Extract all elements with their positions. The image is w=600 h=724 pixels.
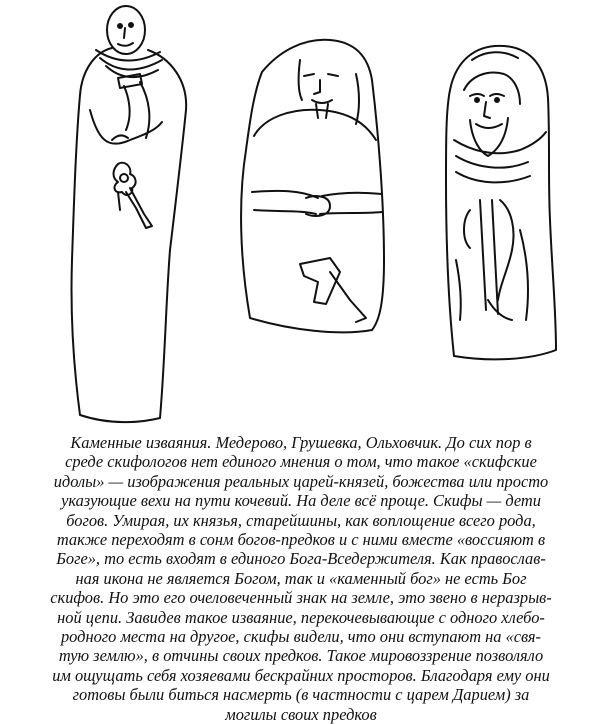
figure-caption [8,433,594,724]
caption-line: им ощущать себя хозяевами бескрайних просторов. Благодаря ему они [52,665,550,685]
statue-olkhovchik [446,46,556,360]
caption-line: указующие вехи на пути кочевий. На деле всё проще. Скифы — дети [61,491,541,511]
statue-mederovo [71,6,186,422]
caption-line: готовы были биться насмерть (в частности с царем Дарием) за [72,685,530,705]
caption-line: тую землю», в отчины своих предков. Такое мировоззрение позволяло [58,646,544,666]
caption-line: богов. Умирая, их князья, старейшины, как воплощение всего рода, [66,510,536,530]
caption-line: Каменные изваяния. Медерово, Грушевка, Ольховчик. До сих пор в [70,433,532,452]
statue-grushevka [241,40,384,333]
caption-line: могилы своих предков [225,704,377,724]
caption-line: ная икона не является Богом, так и «каменный бог» не есть Бог [75,568,527,588]
caption-line: среде скифологов нет единого мнения о том, что такое «скифские [65,452,537,472]
caption-line: скифов. Но это его очеловеченный знак на земле, это звено в неразрыв- [50,588,552,608]
caption-line: Боге», то есть входят в единого Бога-Вседержителя. Как православ- [56,549,546,569]
caption-line: родного места на другое, скифы видели, что они вступают на «свя- [60,627,541,647]
caption-line: идолы» — изображения реальных царей-князей, божества или просто [53,471,549,491]
caption-line: ной цепи. Завидев такое изваяние, перекочевывающие с одного хлебо- [57,607,545,627]
caption-line: также переходят в сонм богов-предков и с ними вместе «воссияют в [56,530,546,550]
